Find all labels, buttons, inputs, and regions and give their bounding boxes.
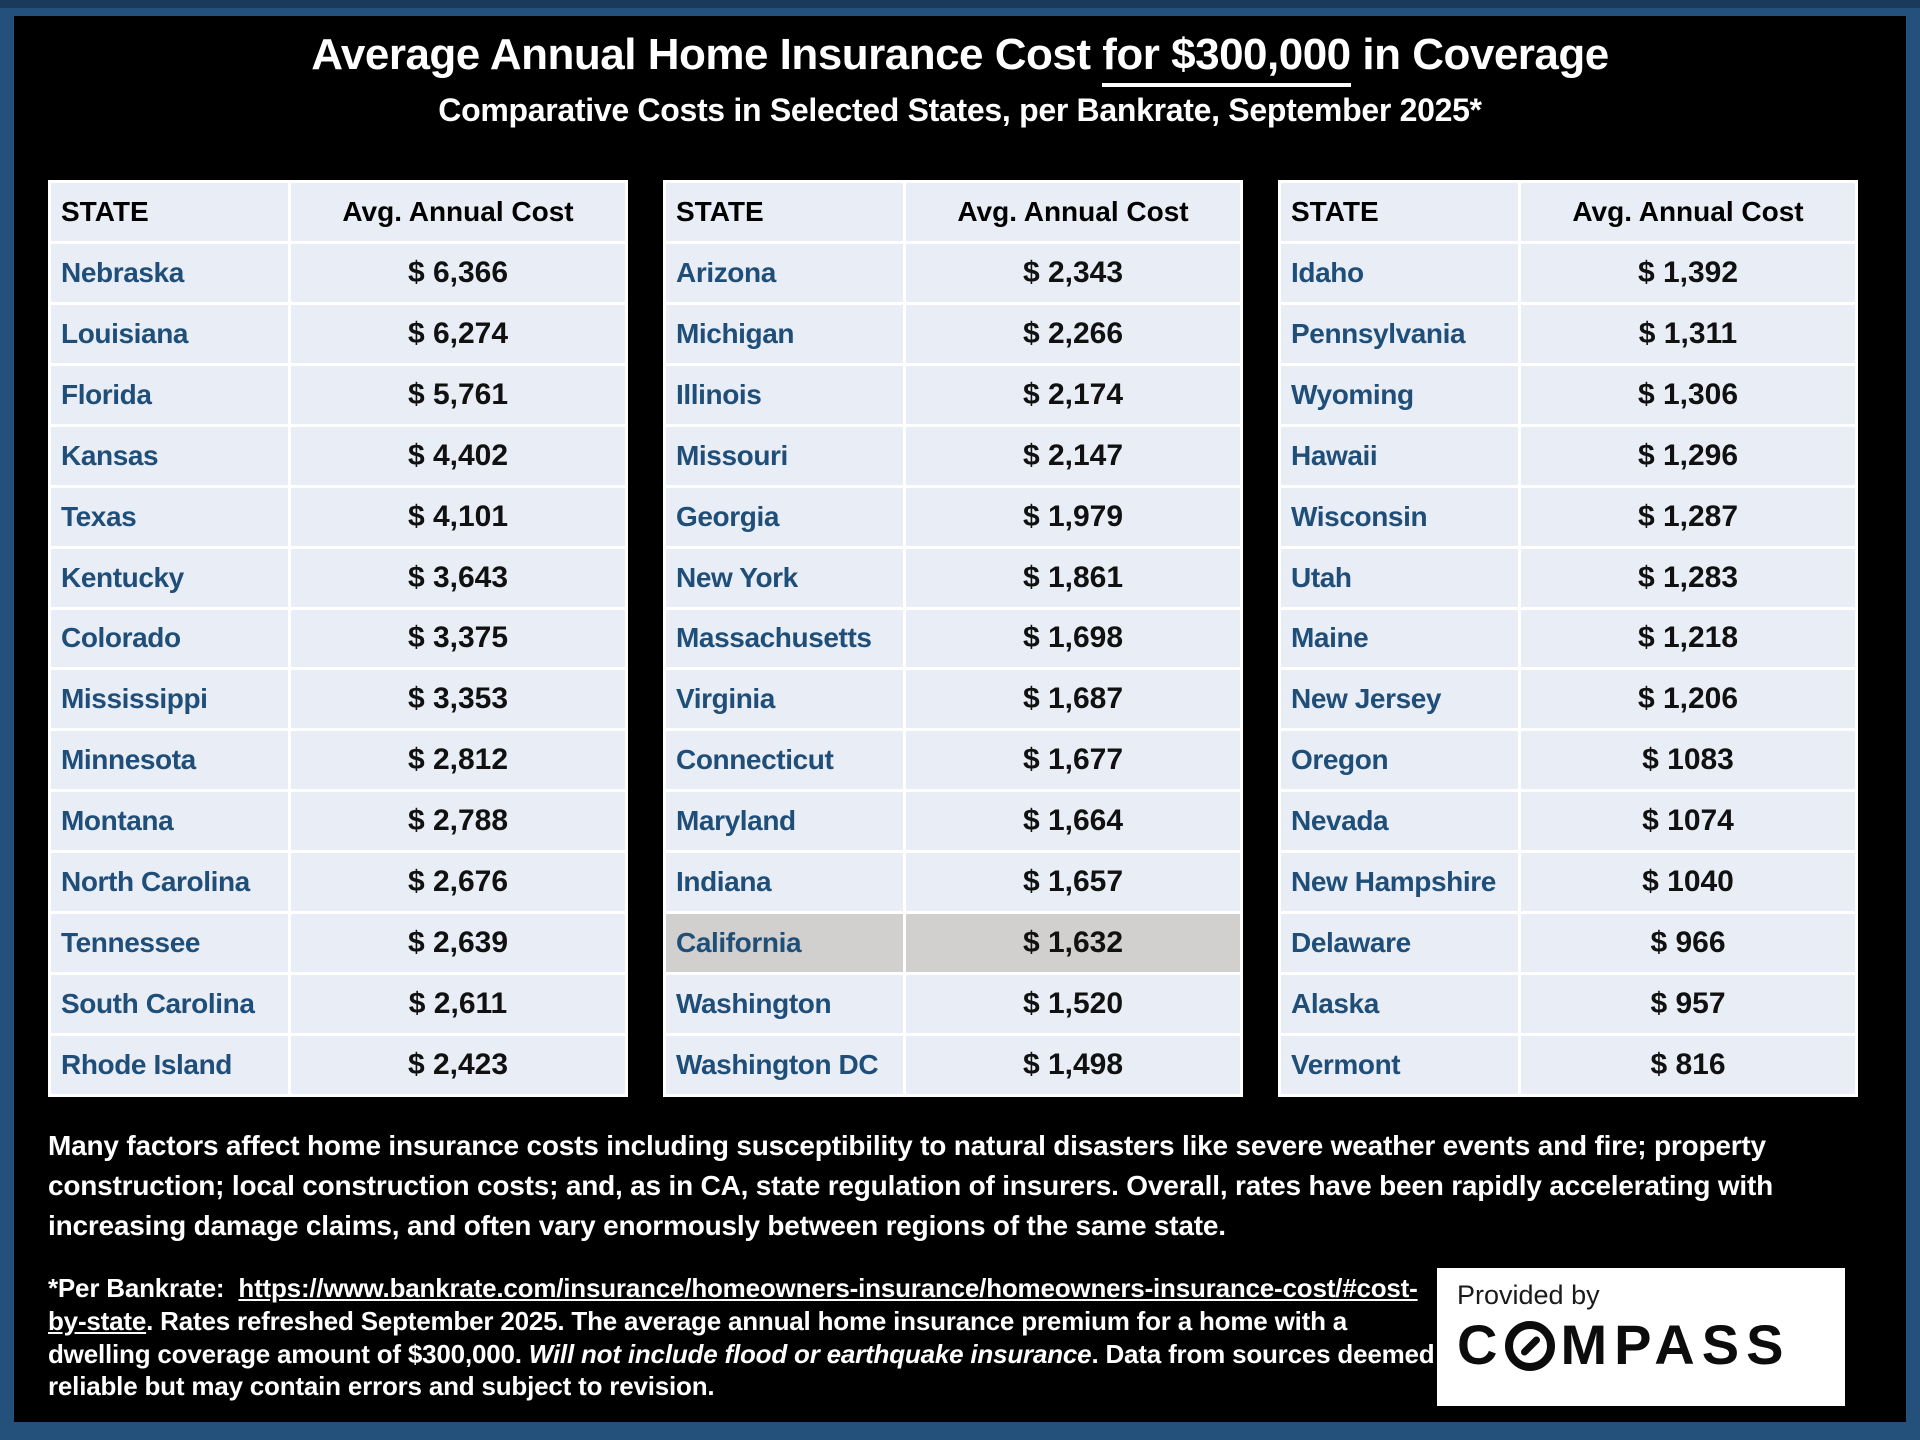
cost-cell: $ 2,676 <box>291 853 625 911</box>
cost-cell: $ 1,283 <box>1521 549 1855 607</box>
cost-cell: $ 1,206 <box>1521 670 1855 728</box>
cost-table-1 <box>48 180 628 1097</box>
cost-cell: $ 1,979 <box>906 488 1240 546</box>
state-cell: Alaska <box>1281 975 1518 1033</box>
state-cell: Pennsylvania <box>1281 305 1518 363</box>
state-cell: Massachusetts <box>666 610 903 668</box>
footnote-suffix: . Data from sources deemed reliable but may contain errors and subject to revision. <box>48 1338 1435 1402</box>
state-cell: Texas <box>51 488 288 546</box>
state-cell: Missouri <box>666 427 903 485</box>
state-cell: Arizona <box>666 244 903 302</box>
cost-cell: $ 1,861 <box>906 549 1240 607</box>
note-text: Many factors affect home insurance costs including susceptibility to natural disasters like severe weather events and fire; property construction; local construction costs; and, as in CA, state regulation of insurers. Overall, rates have been rapidly accelerating with increasing damage claims, and often vary enormously between regions of the same state. <box>48 1130 1774 1241</box>
footnote-text <box>48 1272 1438 1403</box>
cost-cell: $ 2,266 <box>906 305 1240 363</box>
state-cell: Virginia <box>666 670 903 728</box>
cost-cell: $ 1,632 <box>906 914 1240 972</box>
cost-cell: $ 2,611 <box>291 975 625 1033</box>
page-title <box>0 30 1920 80</box>
title-suffix: in Coverage <box>1350 30 1609 79</box>
state-cell: Colorado <box>51 610 288 668</box>
column-header-state: STATE <box>51 183 288 241</box>
compass-icon <box>1505 1321 1555 1371</box>
provider-box <box>1437 1268 1845 1406</box>
title-prefix: Average Annual Home Insurance Cost <box>311 30 1103 79</box>
cost-cell: $ 6,274 <box>291 305 625 363</box>
compass-logo-rest: MPASS <box>1560 1313 1791 1376</box>
state-cell: Rhode Island <box>51 1036 288 1094</box>
cost-cell: $ 1,218 <box>1521 610 1855 668</box>
cost-cell: $ 1074 <box>1521 792 1855 850</box>
state-cell: California <box>666 914 903 972</box>
column-header-cost: Avg. Annual Cost <box>291 183 625 241</box>
state-cell: South Carolina <box>51 975 288 1033</box>
cost-cell: $ 1,687 <box>906 670 1240 728</box>
cost-table-3 <box>1278 180 1858 1097</box>
cost-table-2 <box>663 180 1243 1097</box>
state-cell: New Jersey <box>1281 670 1518 728</box>
state-cell: Washington <box>666 975 903 1033</box>
provided-by-label: Provided by <box>1457 1280 1600 1310</box>
footnote-mid: . Rates refreshed September 2025. The average annual home insurance premium for a home with a dwelling coverage amount of $300,000. <box>48 1305 1348 1369</box>
cost-cell: $ 4,101 <box>291 488 625 546</box>
cost-cell: $ 2,174 <box>906 366 1240 424</box>
cost-cell: $ 1,287 <box>1521 488 1855 546</box>
state-cell: Wisconsin <box>1281 488 1518 546</box>
state-cell: Kentucky <box>51 549 288 607</box>
state-cell: Minnesota <box>51 731 288 789</box>
cost-cell: $ 3,643 <box>291 549 625 607</box>
cost-cell: $ 1,677 <box>906 731 1240 789</box>
tables-row <box>48 180 1858 1097</box>
state-cell: Georgia <box>666 488 903 546</box>
state-cell: Montana <box>51 792 288 850</box>
compass-needle-icon <box>1519 1335 1541 1357</box>
cost-cell: $ 1,306 <box>1521 366 1855 424</box>
cost-cell: $ 1,311 <box>1521 305 1855 363</box>
cost-cell: $ 1,657 <box>906 853 1240 911</box>
state-cell: Vermont <box>1281 1036 1518 1094</box>
state-cell: Connecticut <box>666 731 903 789</box>
state-cell: Tennessee <box>51 914 288 972</box>
column-header-state: STATE <box>1281 183 1518 241</box>
state-cell: Delaware <box>1281 914 1518 972</box>
state-cell: Idaho <box>1281 244 1518 302</box>
cost-cell: $ 2,788 <box>291 792 625 850</box>
state-cell: Nevada <box>1281 792 1518 850</box>
state-cell: Hawaii <box>1281 427 1518 485</box>
column-header-state: STATE <box>666 183 903 241</box>
state-cell: Wyoming <box>1281 366 1518 424</box>
state-cell: Louisiana <box>51 305 288 363</box>
cost-cell: $ 1,664 <box>906 792 1240 850</box>
state-cell: New Hampshire <box>1281 853 1518 911</box>
column-header-cost: Avg. Annual Cost <box>1521 183 1855 241</box>
cost-cell: $ 2,812 <box>291 731 625 789</box>
footnote-prefix: *Per Bankrate: <box>48 1273 225 1303</box>
state-cell: Maryland <box>666 792 903 850</box>
state-cell: Maine <box>1281 610 1518 668</box>
state-cell: Mississippi <box>51 670 288 728</box>
cost-cell: $ 3,375 <box>291 610 625 668</box>
cost-cell: $ 6,366 <box>291 244 625 302</box>
cost-cell: $ 1,392 <box>1521 244 1855 302</box>
footnote-italic-disclaimer: Will not include flood or earthquake insurance <box>528 1338 1092 1369</box>
cost-cell: $ 2,639 <box>291 914 625 972</box>
cost-cell: $ 957 <box>1521 975 1855 1033</box>
cost-cell: $ 3,353 <box>291 670 625 728</box>
cost-cell: $ 1083 <box>1521 731 1855 789</box>
cost-cell: $ 4,402 <box>291 427 625 485</box>
bankrate-link[interactable]: https://www.bankrate.com/insurance/homeowners-insurance/homeowners-insurance-cost/#cost-by-state <box>48 1273 1418 1336</box>
cost-cell: $ 1040 <box>1521 853 1855 911</box>
state-cell: Oregon <box>1281 731 1518 789</box>
cost-cell: $ 1,698 <box>906 610 1240 668</box>
cost-cell: $ 2,423 <box>291 1036 625 1094</box>
cost-cell: $ 1,520 <box>906 975 1240 1033</box>
cost-cell: $ 816 <box>1521 1036 1855 1094</box>
state-cell: Nebraska <box>51 244 288 302</box>
title-underlined-coverage: for $300,000 <box>1102 30 1350 87</box>
cost-cell: $ 2,147 <box>906 427 1240 485</box>
state-cell: Illinois <box>666 366 903 424</box>
cost-cell: $ 1,498 <box>906 1036 1240 1094</box>
state-cell: Washington DC <box>666 1036 903 1094</box>
state-cell: New York <box>666 549 903 607</box>
cost-cell: $ 1,296 <box>1521 427 1855 485</box>
state-cell: Indiana <box>666 853 903 911</box>
state-cell: Kansas <box>51 427 288 485</box>
state-cell: Utah <box>1281 549 1518 607</box>
state-cell: North Carolina <box>51 853 288 911</box>
cost-cell: $ 966 <box>1521 914 1855 972</box>
state-cell: Florida <box>51 366 288 424</box>
page-subtitle: Comparative Costs in Selected States, per Bankrate, September 2025* <box>438 92 1482 128</box>
column-header-cost: Avg. Annual Cost <box>906 183 1240 241</box>
cost-cell: $ 5,761 <box>291 366 625 424</box>
compass-logo <box>1457 1313 1827 1376</box>
state-cell: Michigan <box>666 305 903 363</box>
compass-logo-c: C <box>1457 1313 1505 1376</box>
cost-cell: $ 2,343 <box>906 244 1240 302</box>
